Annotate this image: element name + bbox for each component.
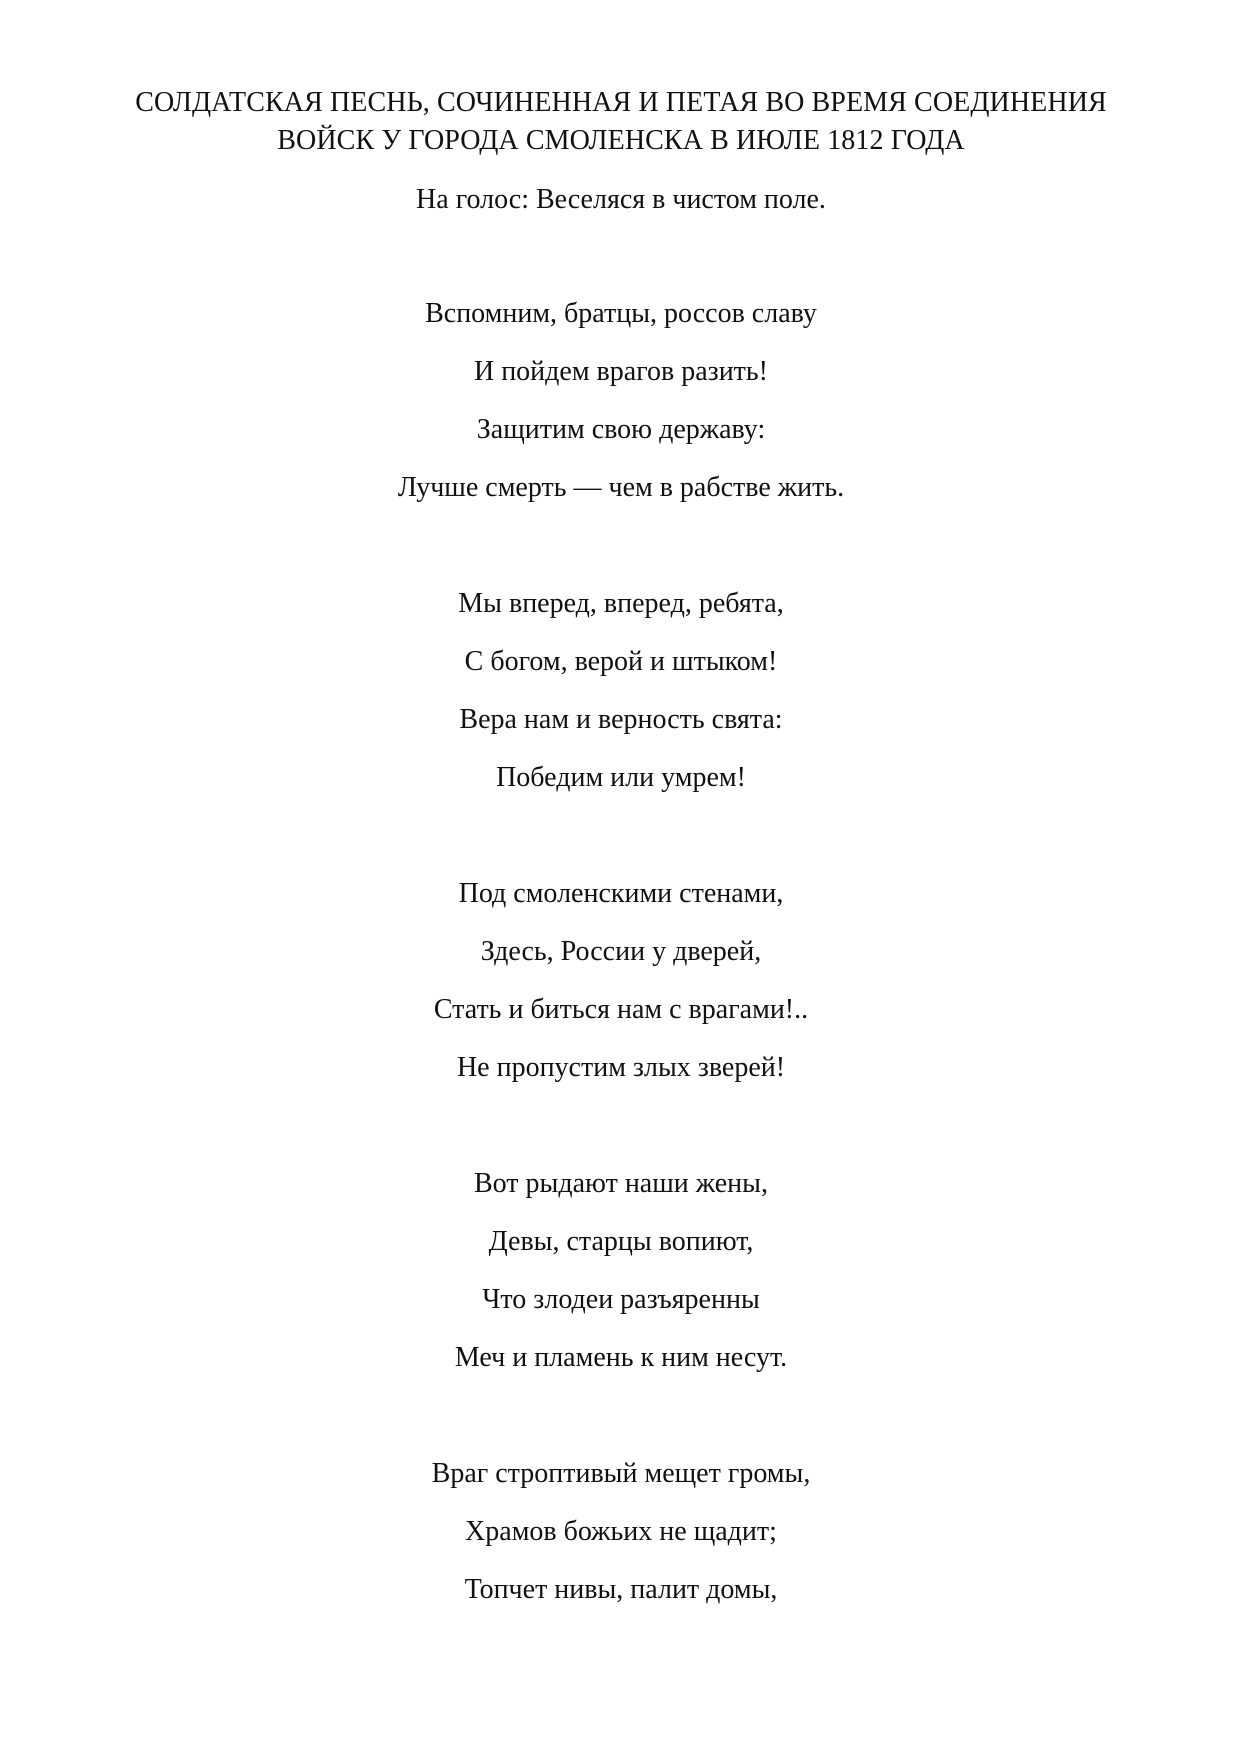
verse-line: И пойдем врагов разить!: [473, 356, 769, 387]
verse-line: Топчет нивы, палит домы,: [464, 1574, 778, 1605]
verse-line: Меч и пламень к ним несут.: [454, 1342, 788, 1373]
verse-line: Что злодеи разъяренны: [482, 1284, 760, 1315]
verse-line: Девы, старцы вопиют,: [488, 1226, 754, 1257]
stanza-4: [0, 1166, 1242, 1398]
page-title: [0, 84, 1242, 160]
stanza-5: [0, 1456, 1242, 1630]
tune-subtitle: На голос: Веселяся в чистом поле.: [416, 184, 826, 215]
stanza-1: [0, 296, 1242, 528]
verse-line: Враг строптивый мещет громы,: [431, 1458, 811, 1489]
verse-line: Под смоленскими стенами,: [458, 878, 784, 909]
stanza-3: [0, 876, 1242, 1108]
verse-line: Победим или умрем!: [496, 762, 746, 793]
stanza-2: [0, 586, 1242, 818]
verse-line: Вспомним, братцы, россов славу: [425, 298, 817, 329]
verse-line: Здесь, России у дверей,: [480, 936, 762, 967]
title-line-2: ВОЙСК У ГОРОДА СМОЛЕНСКА В ИЮЛЕ 1812 ГОДА: [277, 125, 965, 156]
verse-line: Вера нам и верность свята:: [459, 704, 783, 735]
verse-line: Вот рыдают наши жены,: [474, 1168, 768, 1199]
verse-line: Стать и биться нам с врагами!..: [433, 994, 809, 1025]
verse-line: Храмов божьих не щадит;: [465, 1516, 777, 1547]
verse-line: Защитим свою державу:: [476, 414, 766, 445]
title-line-1: СОЛДАТСКАЯ ПЕСНЬ, СОЧИНЕННАЯ И ПЕТАЯ ВО ВРЕМЯ СОЕДИНЕНИЯ: [135, 87, 1107, 118]
verse-line: С богом, верой и штыком!: [464, 646, 778, 677]
verse-line: Лучше смерть — чем в рабстве жить.: [397, 472, 845, 503]
verse-line: Не пропустим злых зверей!: [456, 1052, 786, 1083]
verse-line: Мы вперед, вперед, ребята,: [458, 588, 784, 619]
